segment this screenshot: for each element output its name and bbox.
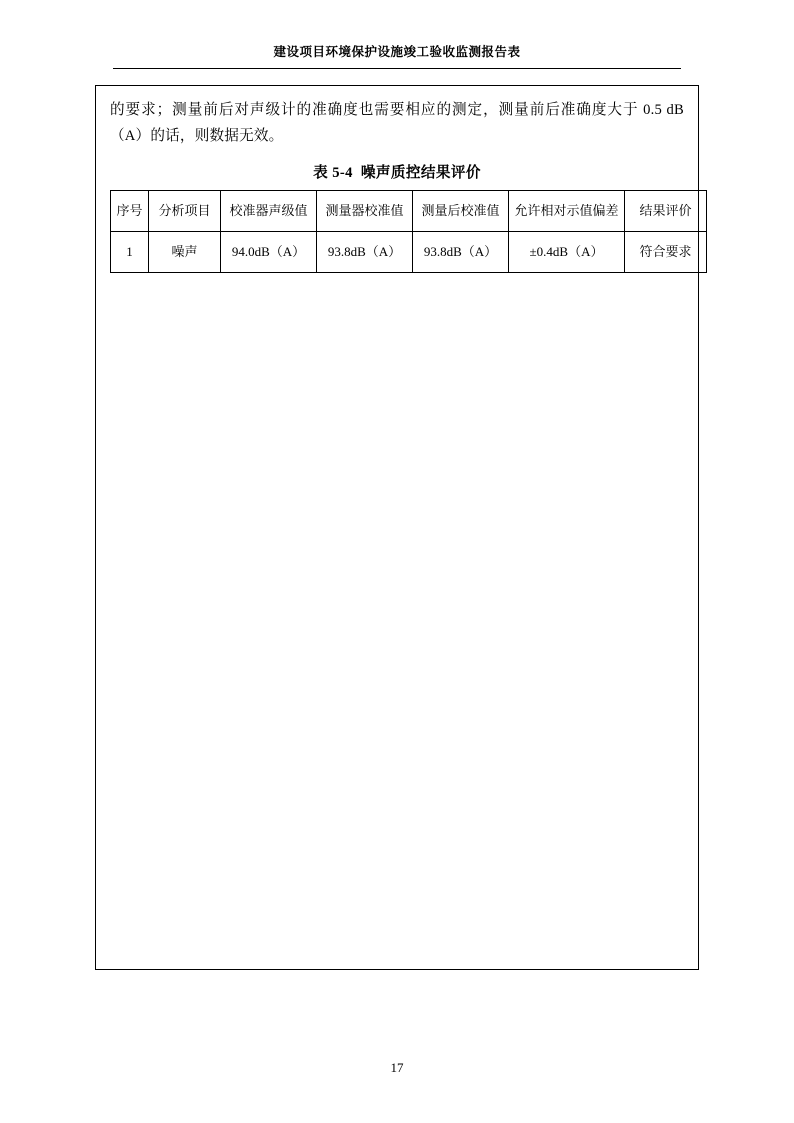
cell-allowed-deviation: ±0.4dB（A） [509,232,625,273]
page-header [0,42,794,61]
cell-pre-calibration: 93.8dB（A） [317,232,413,273]
table-caption [110,161,684,182]
content-frame [95,85,699,970]
body-paragraph: 的要求；测量前后对声级计的准确度也需要相应的测定，测量前后准确度大于 0.5 dB（A）的话，则数据无效。 [110,102,684,144]
page-footer [0,1060,794,1076]
cell-post-calibration: 93.8dB（A） [413,232,509,273]
cell-evaluation: 符合要求 [625,232,707,273]
table-header-cell-item: 分析项目 [149,191,221,232]
table-row [111,232,707,273]
table-header-cell-index: 序号 [111,191,149,232]
table-header-cell-post-calibration: 测量后校准值 [413,191,509,232]
header-title: 建设项目环境保护设施竣工验收监测报告表 [273,45,521,59]
table-header-cell-pre-calibration: 测量器校准值 [317,191,413,232]
noise-qc-table [110,190,707,273]
table-header-cell-evaluation: 结果评价 [625,191,707,232]
table-caption-label: 表 5-4 [313,165,353,182]
table-caption-title: 噪声质控结果评价 [360,165,481,182]
cell-calibrator-level: 94.0dB（A） [221,232,317,273]
table-header-cell-allowed-deviation: 允许相对示值偏差 [509,191,625,232]
page-number: 17 [390,1060,404,1075]
table-header-cell-calibrator-level: 校准器声级值 [221,191,317,232]
table-header-row [111,191,707,232]
header-divider [113,68,681,69]
cell-index: 1 [111,232,149,273]
cell-item: 噪声 [149,232,221,273]
